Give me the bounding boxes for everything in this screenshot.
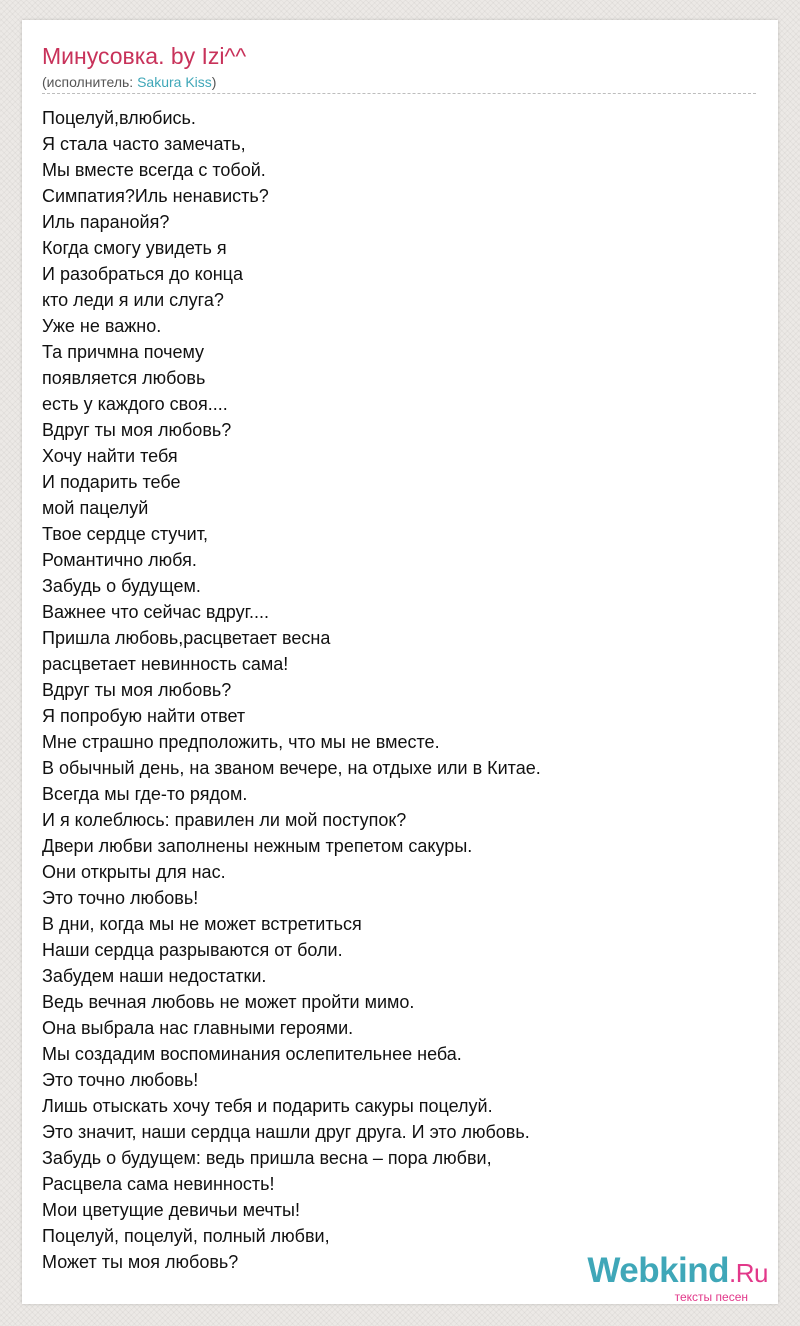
lyric-line: Пришла любовь,расцветает весна [42, 628, 331, 648]
lyric-line: Расцвела сама невинность! [42, 1174, 275, 1194]
lyric-line: Наши сердца разрываются от боли. [42, 940, 343, 960]
logo-wordmark [587, 1252, 768, 1292]
webkind-logo[interactable] [587, 1252, 768, 1302]
lyric-line: мой пацелуй [42, 498, 149, 518]
lyric-line: появляется любовь [42, 368, 206, 388]
lyric-line: Иль паранойя? [42, 212, 170, 232]
lyric-line: Она выбрала нас главными героями. [42, 1018, 354, 1038]
lyric-line: Вдруг ты моя любовь? [42, 420, 232, 440]
header-divider [42, 93, 756, 94]
lyric-line: Вдруг ты моя любовь? [42, 680, 232, 700]
lyric-line: расцветает невинность сама! [42, 654, 289, 674]
lyric-line: Когда смогу увидеть я [42, 238, 227, 258]
artist-prefix: (исполнитель: [42, 74, 138, 90]
lyric-line: Мы вместе всегда с тобой. [42, 160, 266, 180]
lyric-line: Уже не важно. [42, 316, 162, 336]
lyrics-text [42, 105, 752, 1275]
lyric-line: Забудь о будущем. [42, 576, 201, 596]
lyric-line: Ведь вечная любовь не может пройти мимо. [42, 992, 415, 1012]
logo-main-text: Webkind [587, 1251, 730, 1290]
lyric-line: Это точно любовь! [42, 1070, 199, 1090]
lyric-line: Мои цветущие девичьи мечты! [42, 1200, 300, 1220]
lyric-line: Я стала часто замечать, [42, 134, 246, 154]
lyric-line: Мне страшно предположить, что мы не вместе. [42, 732, 440, 752]
lyric-line: Та причмна почему [42, 342, 205, 362]
artist-suffix: ) [211, 74, 217, 90]
lyric-line: Это точно любовь! [42, 888, 199, 908]
lyric-line: Двери любви заполнены нежным трепетом сакуры. [42, 836, 473, 856]
lyric-line: Романтично любя. [42, 550, 197, 570]
artist-link[interactable]: Sakura Kiss [137, 74, 212, 90]
artist-line [42, 73, 216, 91]
lyric-line: Симпатия?Иль ненависть? [42, 186, 269, 206]
lyric-line: Они открыты для нас. [42, 862, 226, 882]
lyric-line: Важнее что сейчас вдруг.... [42, 602, 269, 622]
logo-tld: .Ru [729, 1258, 768, 1288]
lyric-line: В обычный день, на званом вечере, на отдыхе или в Китае. [42, 758, 541, 778]
lyric-line: есть у каждого своя.... [42, 394, 228, 414]
lyric-line: кто леди я или слуга? [42, 290, 224, 310]
lyric-line: Хочу найти тебя [42, 446, 178, 466]
lyric-line: Забудем наши недостатки. [42, 966, 267, 986]
lyrics-card [22, 20, 778, 1304]
lyric-line: Поцелуй, поцелуй, полный любви, [42, 1226, 330, 1246]
lyric-line: Лишь отыскать хочу тебя и подарить сакуры поцелуй. [42, 1096, 493, 1116]
lyric-line: Я попробую найти ответ [42, 706, 246, 726]
lyric-line: И я колеблюсь: правилен ли мой поступок? [42, 810, 407, 830]
lyric-line: И разобраться до конца [42, 264, 243, 284]
logo-subtitle: тексты песен [674, 1290, 748, 1304]
song-title: Минусовка. by Izi^^ [42, 43, 247, 69]
lyric-line: Мы создадим воспоминания ослепительнее неба. [42, 1044, 462, 1064]
lyric-line: Может ты моя любовь? [42, 1252, 239, 1272]
lyric-line: Твое сердце стучит, [42, 524, 208, 544]
lyric-line: В дни, когда мы не может встретиться [42, 914, 362, 934]
lyric-line: Поцелуй,влюбись. [42, 108, 196, 128]
lyric-line: И подарить тебе [42, 472, 181, 492]
lyric-line: Это значит, наши сердца нашли друг друга. И это любовь. [42, 1122, 530, 1142]
lyric-line: Забудь о будущем: ведь пришла весна – пора любви, [42, 1148, 492, 1168]
lyric-line: Всегда мы где-то рядом. [42, 784, 248, 804]
